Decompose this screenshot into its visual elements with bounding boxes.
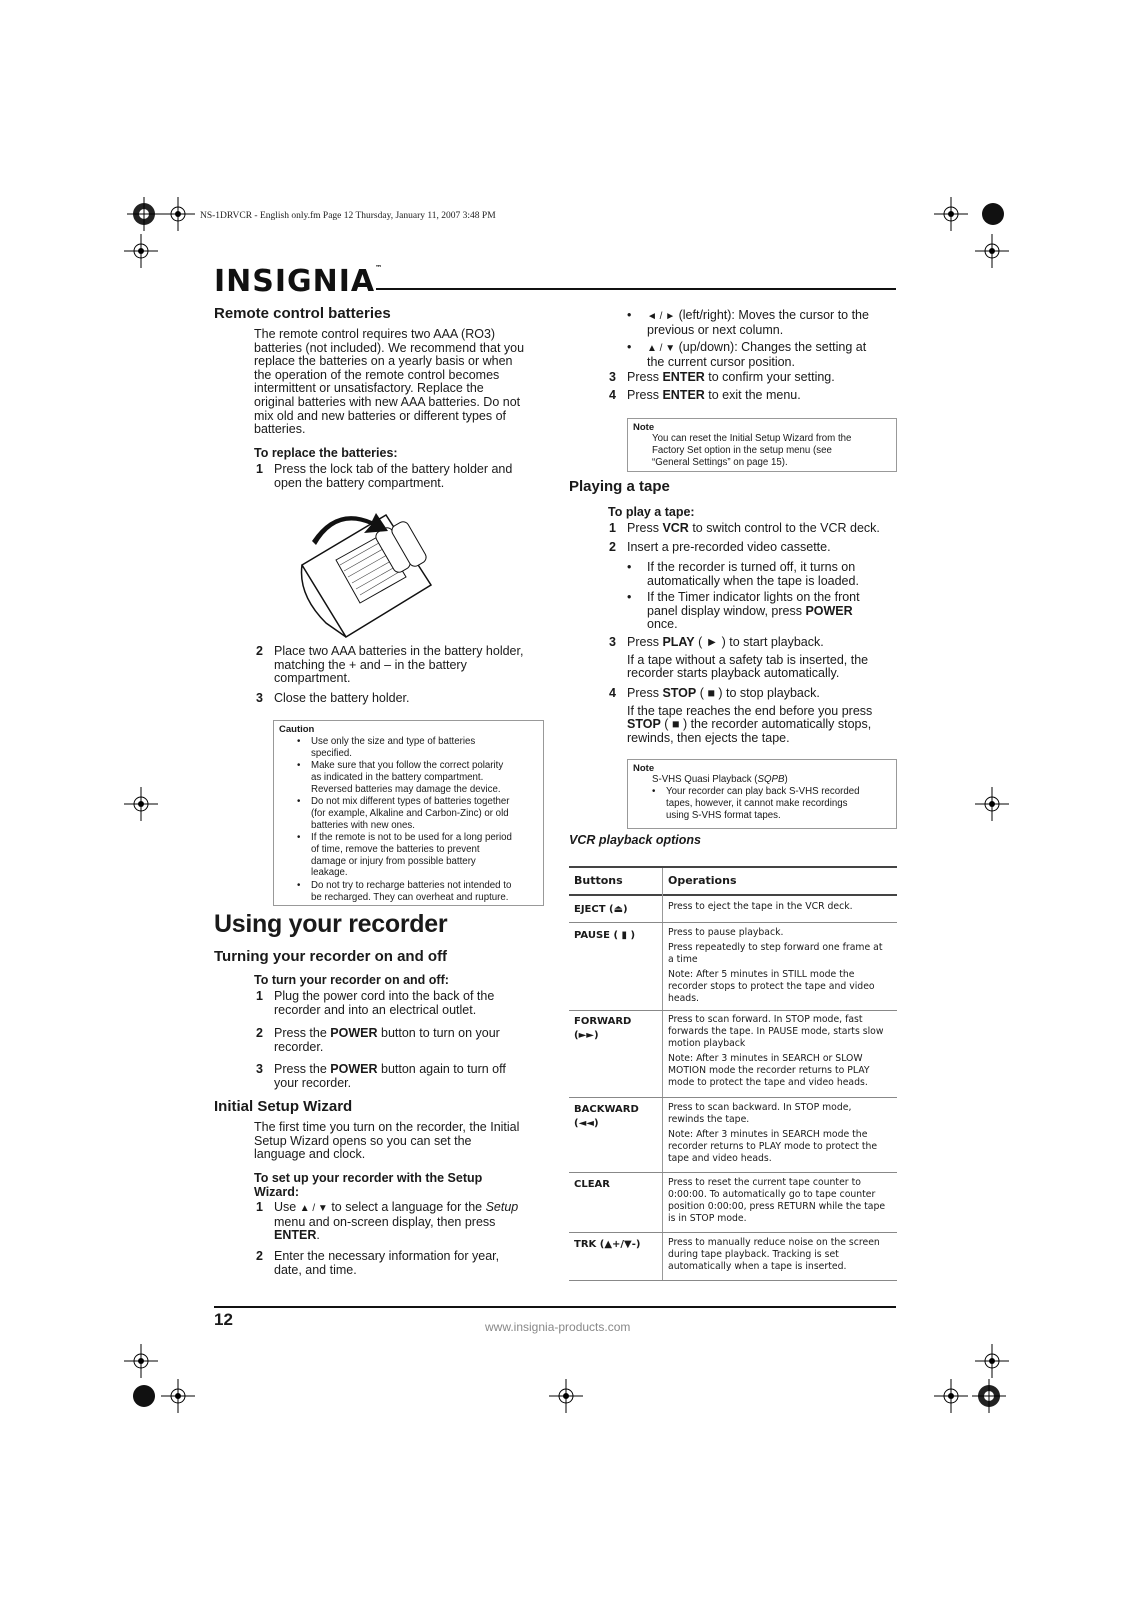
- text-line: replace the batteries on a yearly basis or when: [254, 354, 513, 369]
- play-step-2: [609, 541, 899, 556]
- step-text: [274, 463, 512, 490]
- table-ops: [668, 1177, 893, 1225]
- registration-mark-icon: [161, 197, 195, 231]
- text-line: BACKWARD: [574, 1104, 639, 1115]
- text-line: be recharged. They can overheat and rupture.: [311, 891, 509, 903]
- step-text: [274, 1063, 506, 1090]
- registration-mark-icon: [124, 1344, 158, 1378]
- text-line: ◄ / ► (left/right): Moves the cursor to the: [647, 308, 869, 322]
- text-line: Make sure that you follow the correct polarity: [311, 760, 504, 771]
- text-line: date, and time.: [274, 1262, 357, 1277]
- text-line: “General Settings” on page 15).: [652, 456, 788, 468]
- table-button-clear: CLEAR: [574, 1179, 610, 1190]
- text-line: Press to manually reduce noise on the screen: [668, 1237, 880, 1248]
- text-line: FORWARD: [574, 1016, 632, 1027]
- step-number: 2: [256, 1249, 263, 1263]
- text-line: rewinds the tape.: [668, 1114, 750, 1125]
- text-line: heads.: [668, 993, 700, 1004]
- step-number: 3: [609, 635, 616, 649]
- table-row-rule: [569, 1010, 897, 1011]
- step-text: [274, 645, 523, 686]
- text-line: menu and on-screen display, then press: [274, 1214, 496, 1229]
- table-row-rule: [569, 1097, 897, 1098]
- text-line: is in STOP mode.: [668, 1213, 747, 1224]
- text-line: automatically when the tape is loaded.: [647, 573, 859, 588]
- insignia-logo: [214, 264, 383, 299]
- table-row-rule: [569, 1172, 897, 1173]
- table-ops: [668, 1102, 893, 1165]
- page-number: 12: [214, 1310, 233, 1329]
- on-off-step-2: [256, 1027, 546, 1057]
- text-line: matching the + and – in the battery: [274, 657, 467, 672]
- table-ops: [668, 901, 893, 913]
- section-title-on-off: Turning your recorder on and off: [214, 948, 448, 965]
- text-line: Press to scan backward. In STOP mode,: [668, 1102, 852, 1113]
- table-ops: [668, 1237, 893, 1273]
- step-text: [274, 1027, 500, 1054]
- forward-icon: (►►): [574, 1030, 599, 1041]
- text-line: automatically when a tape is inserted.: [668, 1261, 847, 1272]
- nav-step-3: [609, 371, 899, 386]
- registration-dot-icon: [982, 203, 1004, 225]
- caution-item: • Do not try to recharge batteries not intended to be recharged. They can overheat and rupture.: [297, 880, 512, 903]
- on-off-step-1: [256, 990, 546, 1020]
- table-row-rule: [569, 922, 897, 923]
- wizard-step-2: [256, 1250, 546, 1280]
- logo-tm: ™: [375, 264, 384, 272]
- text-line: STOP ( ■ ) the recorder automatically stops,: [627, 717, 872, 732]
- text-line: If the tape reaches the end before you press: [627, 703, 873, 718]
- file-info-line: NS-1DRVCR - English only.fm Page 12 Thursday, January 11, 2007 3:48 PM: [200, 211, 496, 221]
- step-number: 4: [609, 388, 616, 402]
- text-line: recorder returns to PLAY mode to protect the: [668, 1141, 878, 1152]
- text-line: (for example, Alkaline and Carbon-Zinc) or old: [311, 807, 509, 819]
- text-line: Note: After 3 minutes in SEARCH mode the: [668, 1129, 868, 1140]
- table-header-rule: [569, 894, 897, 896]
- battery-compartment-illustration: [296, 505, 436, 640]
- registration-mark-icon: [934, 197, 968, 231]
- remote-intro-paragraph: [254, 328, 544, 437]
- text-line: Plug the power cord into the back of the: [274, 989, 495, 1003]
- table-button-pause: PAUSE ( ▮ ): [574, 930, 636, 941]
- footer-url: www.insignia-products.com: [485, 1320, 631, 1334]
- step-text: [274, 1250, 499, 1277]
- step-number: 4: [609, 686, 616, 700]
- note-text: S-VHS Quasi Playback (SQPB): [652, 774, 788, 785]
- vcr-playback-options-title: VCR playback options: [569, 833, 701, 847]
- wizard-intro-paragraph: [254, 1121, 544, 1162]
- text-line: batteries with new ones.: [311, 819, 415, 831]
- note-label: Note: [633, 763, 655, 774]
- registration-mark-icon: [127, 197, 161, 231]
- text-line: during tape playback. Tracking is set: [668, 1249, 839, 1260]
- section-title-remote-batteries: Remote control batteries: [214, 305, 391, 322]
- registration-mark-icon: [975, 787, 1009, 821]
- text-line: Note: After 5 minutes in STILL mode the: [668, 969, 855, 980]
- text-line: Press STOP ( ■ ) to stop playback.: [627, 686, 820, 700]
- step-number: 1: [609, 521, 616, 535]
- text-line: rewinds, then ejects the tape.: [627, 730, 790, 745]
- note-bullet: • Your recorder can play back S-VHS recorded tapes, however, it cannot make recordings using S-VHS format tapes.: [652, 786, 860, 821]
- text-line: ▲ / ▼ (up/down): Changes the setting at: [647, 340, 867, 354]
- nav-bullet-up-down: • ▲ / ▼ (up/down): Changes the setting at the current cursor position.: [627, 340, 867, 369]
- text-line: Press to scan forward. In STOP mode, fast: [668, 1014, 863, 1025]
- text-line: Press to pause playback.: [668, 927, 784, 938]
- text-line: forwards the tape. In PAUSE mode, starts slow: [668, 1026, 884, 1037]
- text-line: previous or next column.: [647, 322, 784, 337]
- text-line: the operation of the remote control becomes: [254, 367, 500, 382]
- step-number: 2: [256, 644, 263, 658]
- table-button-forward: [574, 1016, 631, 1042]
- step-text: Press ENTER to confirm your setting.: [627, 370, 835, 384]
- text-line: tapes, however, it cannot make recordings: [666, 797, 848, 809]
- step-text: [274, 990, 494, 1017]
- text-line: original batteries with new AAA batteries. Do not: [254, 394, 521, 409]
- replace-step-1: [256, 463, 546, 493]
- text-line: open the battery compartment.: [274, 475, 445, 490]
- header-rule: [376, 288, 896, 290]
- table-bottom-rule: [569, 1280, 897, 1281]
- text-line: The first time you turn on the recorder, the Initial: [254, 1120, 520, 1134]
- play-step-1: [609, 522, 909, 537]
- text-line: tape and video heads.: [668, 1153, 772, 1164]
- text-line: MOTION mode the recorder returns to PLAY: [668, 1065, 870, 1076]
- text-line: language and clock.: [254, 1147, 366, 1162]
- registration-mark-icon: [975, 1344, 1009, 1378]
- text-line: Press to eject the tape in the VCR deck.: [668, 901, 853, 912]
- registration-mark-icon: [972, 1379, 1006, 1413]
- table-button-backward: [574, 1104, 639, 1130]
- replace-step-2: [256, 645, 546, 687]
- step-number: 3: [256, 691, 263, 705]
- step-number: 1: [256, 462, 263, 476]
- registration-mark-icon: [161, 1379, 195, 1413]
- text-line: You can reset the Initial Setup Wizard from the: [652, 433, 852, 444]
- text-line: 0:00:00. To automatically go to tape counter: [668, 1189, 876, 1200]
- text-line: recorder and into an electrical outlet.: [274, 1002, 477, 1017]
- logo-text: INSIGNIA: [214, 264, 376, 299]
- registration-mark-icon: [124, 234, 158, 268]
- nav-step-4: [609, 389, 899, 404]
- text-line: mode to protect the tape and video heads.: [668, 1077, 868, 1088]
- text-line: To set up your recorder with the Setup: [254, 1171, 483, 1185]
- text-line: Wizard:: [254, 1184, 300, 1199]
- step-text: [627, 687, 872, 745]
- caution-label: Caution: [279, 724, 315, 735]
- text-line: Setup Wizard opens so you can set the: [254, 1133, 472, 1148]
- up-down-arrow-icon: ▲ / ▼: [299, 1203, 328, 1214]
- text-line: Press PLAY ( ► ) to start playback.: [627, 635, 824, 649]
- registration-mark-icon: [934, 1379, 968, 1413]
- table-ops: [668, 927, 893, 1005]
- step-number: 1: [256, 1200, 263, 1214]
- replace-step-3: [256, 692, 546, 707]
- text-line: mix old and new batteries or different types of: [254, 408, 506, 423]
- registration-mark-icon: [549, 1379, 583, 1413]
- step-text: Insert a pre-recorded video cassette.: [627, 540, 831, 554]
- play-bullet: • If the Timer indicator lights on the front panel display window, press POWER once.: [627, 590, 860, 632]
- play-bullet: • If the recorder is turned off, it turns on automatically when the tape is loaded.: [627, 560, 859, 588]
- text-line: recorder stops to protect the tape and video: [668, 981, 875, 992]
- wizard-heading: [254, 1172, 544, 1199]
- text-line: your recorder.: [274, 1075, 352, 1090]
- text-line: intermittent or unsatisfactory. Replace the: [254, 381, 484, 396]
- step-text: Press ENTER to exit the menu.: [627, 388, 801, 402]
- caution-item: • Use only the size and type of batteries specified.: [297, 736, 476, 759]
- text-line: Press repeatedly to step forward one frame at: [668, 942, 883, 953]
- note-label: Note: [633, 422, 655, 433]
- table-header-buttons: Buttons: [574, 874, 623, 887]
- step-number: 3: [609, 370, 616, 384]
- footer-rule: [214, 1306, 896, 1308]
- step-text: [627, 636, 868, 681]
- text-line: of time, remove the batteries to prevent: [311, 843, 480, 855]
- text-line: position 0:00:00, press RETURN while the tape: [668, 1201, 886, 1212]
- text-line: using S-VHS format tapes.: [666, 809, 781, 821]
- step-number: 2: [256, 1026, 263, 1040]
- text-line: Factory Set option in the setup menu (see: [652, 444, 832, 456]
- text-line: Press to reset the current tape counter to: [668, 1177, 861, 1188]
- section-title-playing-tape: Playing a tape: [569, 478, 670, 495]
- text-line: recorder.: [274, 1039, 324, 1054]
- note-box-setup-wizard: [627, 418, 897, 472]
- on-off-step-3: [256, 1063, 546, 1093]
- table-top-rule: [569, 866, 897, 868]
- text-line: batteries.: [254, 422, 306, 437]
- caution-box: [273, 720, 544, 906]
- step-text: [274, 1201, 518, 1243]
- step-number: 1: [256, 989, 263, 1003]
- text-line: batteries (not included). We recommend that you: [254, 340, 525, 355]
- table-header-operations: Operations: [668, 874, 737, 887]
- text-line: Use only the size and type of batteries: [311, 736, 476, 747]
- text-line: The remote control requires two AAA (RO3): [254, 327, 496, 341]
- replace-batteries-heading: To replace the batteries:: [254, 446, 398, 460]
- text-line: If the recorder is turned off, it turns on: [647, 560, 856, 574]
- on-off-heading: To turn your recorder on and off:: [254, 973, 449, 987]
- note-text: [652, 433, 897, 468]
- text-line: once.: [647, 617, 678, 632]
- text-line: Press the lock tab of the battery holder and: [274, 462, 513, 476]
- up-down-arrow-icon: ▲ / ▼: [647, 343, 676, 354]
- text-line: Reversed batteries may damage the device.: [311, 783, 501, 795]
- table-button-eject: EJECT (⏏): [574, 904, 628, 915]
- step-number: 3: [256, 1062, 263, 1076]
- table-button-trk: TRK (▲+/▼-): [574, 1239, 641, 1250]
- text-line: Do not mix different types of batteries together: [311, 796, 510, 807]
- text-line: panel display window, press POWER: [647, 603, 853, 618]
- text-line: Press the POWER button to turn on your: [274, 1026, 500, 1040]
- text-line: If a tape without a safety tab is inserted, the: [627, 652, 869, 667]
- text-line: ENTER.: [274, 1228, 320, 1243]
- text-line: Use ▲ / ▼ to select a language for the Setup: [274, 1200, 519, 1214]
- table-ops: [668, 1014, 893, 1089]
- registration-dot-icon: [133, 1385, 155, 1407]
- caution-item: • If the remote is not to be used for a long period of time, remove the batteries to prevent damage or injury from possible battery leakage.: [297, 832, 512, 879]
- section-title-setup-wizard: Initial Setup Wizard: [214, 1098, 353, 1115]
- text-line: damage or injury from possible battery: [311, 855, 476, 867]
- caution-item: • Make sure that you follow the correct polarity as indicated in the battery compartment. Reversed batteries may damage the device.: [297, 760, 504, 795]
- text-line: Note: After 3 minutes in SEARCH or SLOW: [668, 1053, 863, 1064]
- step-text: Close the battery holder.: [274, 691, 410, 705]
- registration-mark-icon: [124, 787, 158, 821]
- text-line: specified.: [311, 747, 352, 759]
- step-text: Press VCR to switch control to the VCR deck.: [627, 521, 880, 535]
- text-line: leakage.: [311, 867, 348, 879]
- text-line: If the Timer indicator lights on the front: [647, 590, 860, 604]
- text-line: Your recorder can play back S-VHS recorded: [666, 786, 860, 797]
- text-line: a time: [668, 954, 698, 965]
- text-line: recorder starts playback automatically.: [627, 666, 840, 681]
- text-line: Enter the necessary information for year,: [274, 1249, 500, 1263]
- text-line: Press the POWER button again to turn off: [274, 1062, 506, 1076]
- wizard-step-1: [256, 1201, 546, 1243]
- text-line: as indicated in the battery compartment.: [311, 771, 484, 783]
- text-line: motion playback: [668, 1038, 746, 1049]
- registration-mark-icon: [975, 234, 1009, 268]
- text-line: the current cursor position.: [647, 354, 795, 369]
- play-step-4: [609, 687, 909, 751]
- step-number: 2: [609, 540, 616, 554]
- nav-bullet-left-right: • ◄ / ► (left/right): Moves the cursor to the previous or next column.: [627, 308, 869, 337]
- play-step-3: [609, 636, 909, 686]
- text-line: Do not try to recharge batteries not intended to: [311, 880, 512, 891]
- note-box-svhs: [627, 759, 897, 829]
- backward-icon: (◄◄): [574, 1118, 599, 1129]
- text-line: Place two AAA batteries in the battery holder,: [274, 644, 524, 658]
- table-row-rule: [569, 1232, 897, 1233]
- text-line: compartment.: [274, 671, 351, 686]
- table-column-divider: [662, 868, 663, 1280]
- using-recorder-title: Using your recorder: [214, 910, 448, 938]
- caution-item: • Do not mix different types of batteries together (for example, Alkaline and Carbon-Zinc) or old batteries with new ones.: [297, 796, 510, 831]
- text-line: If the remote is not to be used for a long period: [311, 832, 512, 843]
- left-right-arrow-icon: ◄ / ►: [647, 311, 676, 322]
- play-tape-heading: To play a tape:: [608, 505, 695, 519]
